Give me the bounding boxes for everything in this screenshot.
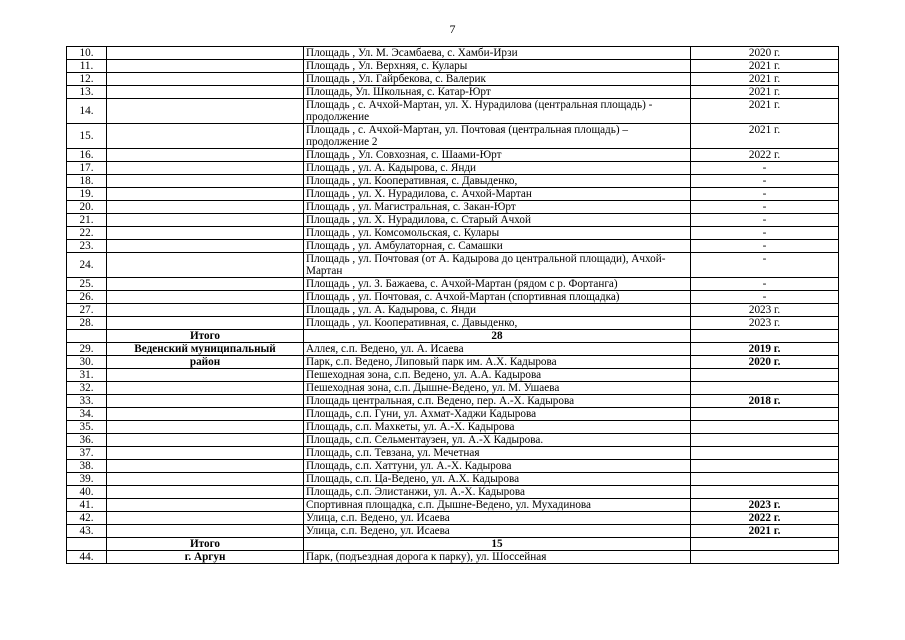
year-cell: 2021 г.: [691, 525, 839, 538]
row-number: 14.: [67, 99, 107, 124]
district-cell: Веденский муниципальный: [107, 343, 304, 356]
district-cell: [107, 73, 304, 86]
object-cell: Площадь, с.п. Гуни, ул. Ахмат-Хаджи Кадырова: [304, 408, 691, 421]
object-cell: Площадь , Ул. М. Эсамбаева, с. Хамби-Ирзи: [304, 47, 691, 60]
object-cell: Пешеходная зона, с.п. Ведено, ул. А.А. Кадырова: [304, 369, 691, 382]
table-row: [67, 86, 839, 99]
year-cell: 2023 г.: [691, 499, 839, 512]
year-cell: 2021 г.: [691, 86, 839, 99]
row-number: 32.: [67, 382, 107, 395]
row-number: 22.: [67, 227, 107, 240]
year-cell: [691, 408, 839, 421]
row-number: 38.: [67, 460, 107, 473]
year-cell: [691, 369, 839, 382]
object-cell: Парк, (подъездная дорога к парку), ул. Шоссейная: [304, 551, 691, 564]
row-number: 10.: [67, 47, 107, 60]
year-cell: -: [691, 214, 839, 227]
table-row: [67, 253, 839, 278]
year-cell: 2021 г.: [691, 73, 839, 86]
total-label: Итого: [107, 538, 304, 551]
row-number: 35.: [67, 421, 107, 434]
table-row: [67, 47, 839, 60]
year-cell: 2018 г.: [691, 395, 839, 408]
district-cell: [107, 201, 304, 214]
table-row: [67, 73, 839, 86]
row-number: 28.: [67, 317, 107, 330]
total-num-cell: [67, 538, 107, 551]
district-cell: [107, 304, 304, 317]
object-cell: Площадь, с.п. Ца-Ведено, ул. А.Х. Кадырова: [304, 473, 691, 486]
year-cell: 2023 г.: [691, 317, 839, 330]
district-cell: [107, 149, 304, 162]
year-cell: 2021 г.: [691, 99, 839, 124]
total-value: 28: [304, 330, 691, 343]
year-cell: -: [691, 253, 839, 278]
table-row: [67, 525, 839, 538]
table-row: [67, 304, 839, 317]
row-number: 23.: [67, 240, 107, 253]
year-cell: [691, 447, 839, 460]
object-cell: Площадь, с.п. Хаттуни, ул. А.-Х. Кадырова: [304, 460, 691, 473]
district-cell: [107, 47, 304, 60]
row-number: 34.: [67, 408, 107, 421]
district-cell: [107, 99, 304, 124]
table-row: [67, 512, 839, 525]
year-cell: [691, 473, 839, 486]
year-cell: -: [691, 291, 839, 304]
object-cell: Аллея, с.п. Ведено, ул. А. Исаева: [304, 343, 691, 356]
table-row: [67, 473, 839, 486]
district-cell: [107, 291, 304, 304]
district-cell: [107, 369, 304, 382]
table-row: [67, 447, 839, 460]
district-cell: [107, 421, 304, 434]
district-cell: [107, 395, 304, 408]
row-number: 40.: [67, 486, 107, 499]
year-cell: [691, 382, 839, 395]
row-number: 27.: [67, 304, 107, 317]
table-row: [67, 240, 839, 253]
year-cell: -: [691, 188, 839, 201]
object-cell: Пешеходная зона, с.п. Дышне-Ведено, ул. М. Ушаева: [304, 382, 691, 395]
district-cell: [107, 525, 304, 538]
row-number: 12.: [67, 73, 107, 86]
district-cell: [107, 227, 304, 240]
district-cell: [107, 214, 304, 227]
table-row: [67, 162, 839, 175]
total-label: Итого: [107, 330, 304, 343]
year-cell: [691, 486, 839, 499]
row-number: 11.: [67, 60, 107, 73]
row-number: 17.: [67, 162, 107, 175]
object-cell: Площадь , Ул. Гайрбекова, с. Валерик: [304, 73, 691, 86]
object-cell: Спортивная площадка, с.п. Дышне-Ведено, ул. Мухадинова: [304, 499, 691, 512]
object-cell: Площадь, с.п. Элистанжи, ул. А.-Х. Кадырова: [304, 486, 691, 499]
object-cell: Улица, с.п. Ведено, ул. Исаева: [304, 525, 691, 538]
table-row: [67, 551, 839, 564]
object-cell: Парк, с.п. Ведено, Липовый парк им. А.Х. Кадырова: [304, 356, 691, 369]
year-cell: 2022 г.: [691, 512, 839, 525]
table-row: [67, 369, 839, 382]
row-number: 29.: [67, 343, 107, 356]
table-row: [67, 499, 839, 512]
objects-table-body: [67, 47, 839, 564]
table-row: [67, 460, 839, 473]
district-cell: [107, 317, 304, 330]
object-cell: Площадь , ул. Почтовая, с. Ачхой-Мартан (спортивная площадка): [304, 291, 691, 304]
row-number: 37.: [67, 447, 107, 460]
table-row: [67, 421, 839, 434]
table-row: [67, 124, 839, 149]
year-cell: 2021 г.: [691, 124, 839, 149]
table-row: [67, 343, 839, 356]
district-cell: [107, 240, 304, 253]
object-cell: Площадь , ул. Кооперативная, с. Давыденко,: [304, 175, 691, 188]
table-row: [67, 382, 839, 395]
row-number: 13.: [67, 86, 107, 99]
year-cell: [691, 434, 839, 447]
year-cell: -: [691, 227, 839, 240]
row-number: 20.: [67, 201, 107, 214]
total-year-cell: [691, 538, 839, 551]
row-number: 25.: [67, 278, 107, 291]
object-cell: Площадь , ул. Х. Нурадилова, с. Ачхой-Мартан: [304, 188, 691, 201]
page-number: 7: [449, 22, 456, 36]
table-row: [67, 486, 839, 499]
row-number: 33.: [67, 395, 107, 408]
year-cell: 2019 г.: [691, 343, 839, 356]
table-row: [67, 395, 839, 408]
object-cell: Площадь, Ул. Школьная, с. Катар-Юрт: [304, 86, 691, 99]
table-row: [67, 201, 839, 214]
object-cell: Площадь, с.п. Махкеты, ул. А.-Х. Кадырова: [304, 421, 691, 434]
year-cell: [691, 460, 839, 473]
row-number: 44.: [67, 551, 107, 564]
district-cell: [107, 175, 304, 188]
district-cell: [107, 434, 304, 447]
district-cell: [107, 473, 304, 486]
object-cell: Улица, с.п. Ведено, ул. Исаева: [304, 512, 691, 525]
district-cell: [107, 512, 304, 525]
table-row: [67, 188, 839, 201]
year-cell: 2020 г.: [691, 356, 839, 369]
year-cell: 2022 г.: [691, 149, 839, 162]
year-cell: -: [691, 278, 839, 291]
district-cell: [107, 124, 304, 149]
district-cell: [107, 253, 304, 278]
object-cell: Площадь , ул. Почтовая (от А. Кадырова до центральной площади), Ачхой-Мартан: [304, 253, 691, 278]
district-cell: [107, 499, 304, 512]
total-year-cell: [691, 330, 839, 343]
row-number: 36.: [67, 434, 107, 447]
year-cell: -: [691, 201, 839, 214]
table-row: [67, 408, 839, 421]
district-cell: [107, 460, 304, 473]
object-cell: Площадь , с. Ачхой-Мартан, ул. Х. Нурадилова (центральная площадь) - продолжение: [304, 99, 691, 124]
district-cell: [107, 486, 304, 499]
objects-table: [66, 46, 839, 564]
object-cell: Площадь , ул. Амбулаторная, с. Самашки: [304, 240, 691, 253]
total-row: [67, 330, 839, 343]
table-row: [67, 291, 839, 304]
row-number: 19.: [67, 188, 107, 201]
object-cell: Площадь , с. Ачхой-Мартан, ул. Почтовая (центральная площадь) – продолжение 2: [304, 124, 691, 149]
object-cell: Площадь , ул. Х. Нурадилова, с. Старый Ачхой: [304, 214, 691, 227]
district-cell: район: [107, 356, 304, 369]
object-cell: Площадь , ул. Кооперативная, с. Давыденко,: [304, 317, 691, 330]
object-cell: Площадь, с.п. Тевзана, ул. Мечетная: [304, 447, 691, 460]
table-row: [67, 60, 839, 73]
row-number: 15.: [67, 124, 107, 149]
total-value: 15: [304, 538, 691, 551]
year-cell: 2021 г.: [691, 60, 839, 73]
total-row: [67, 538, 839, 551]
object-cell: Площадь центральная, с.п. Ведено, пер. А.-Х. Кадырова: [304, 395, 691, 408]
object-cell: Площадь , ул. З. Бажаева, с. Ачхой-Мартан (рядом с р. Фортанга): [304, 278, 691, 291]
table-row: [67, 227, 839, 240]
district-cell: [107, 447, 304, 460]
table-row: [67, 278, 839, 291]
district-cell: [107, 60, 304, 73]
object-cell: Площадь , ул. Комсомольская, с. Кулары: [304, 227, 691, 240]
row-number: 21.: [67, 214, 107, 227]
table-row: [67, 356, 839, 369]
year-cell: [691, 421, 839, 434]
row-number: 18.: [67, 175, 107, 188]
district-cell: [107, 162, 304, 175]
year-cell: [691, 551, 839, 564]
row-number: 24.: [67, 253, 107, 278]
year-cell: 2020 г.: [691, 47, 839, 60]
row-number: 43.: [67, 525, 107, 538]
row-number: 26.: [67, 291, 107, 304]
year-cell: -: [691, 162, 839, 175]
table-row: [67, 99, 839, 124]
table-row: [67, 175, 839, 188]
table-row: [67, 434, 839, 447]
district-cell: [107, 86, 304, 99]
total-num-cell: [67, 330, 107, 343]
row-number: 39.: [67, 473, 107, 486]
table-row: [67, 214, 839, 227]
row-number: 42.: [67, 512, 107, 525]
year-cell: -: [691, 175, 839, 188]
object-cell: Площадь , Ул. Верхняя, с. Кулары: [304, 60, 691, 73]
table-row: [67, 317, 839, 330]
district-cell: г. Аргун: [107, 551, 304, 564]
district-cell: [107, 408, 304, 421]
row-number: 41.: [67, 499, 107, 512]
district-cell: [107, 382, 304, 395]
year-cell: 2023 г.: [691, 304, 839, 317]
object-cell: Площадь, с.п. Сельментаузен, ул. А.-Х Кадырова.: [304, 434, 691, 447]
row-number: 31.: [67, 369, 107, 382]
object-cell: Площадь , ул. А. Кадырова, с. Янди: [304, 162, 691, 175]
table-row: [67, 149, 839, 162]
row-number: 30.: [67, 356, 107, 369]
district-cell: [107, 278, 304, 291]
object-cell: Площадь , Ул. Совхозная, с. Шаами-Юрт: [304, 149, 691, 162]
object-cell: Площадь , ул. А. Кадырова, с. Янди: [304, 304, 691, 317]
row-number: 16.: [67, 149, 107, 162]
district-cell: [107, 188, 304, 201]
year-cell: -: [691, 240, 839, 253]
object-cell: Площадь , ул. Магистральная, с. Закан-Юрт: [304, 201, 691, 214]
